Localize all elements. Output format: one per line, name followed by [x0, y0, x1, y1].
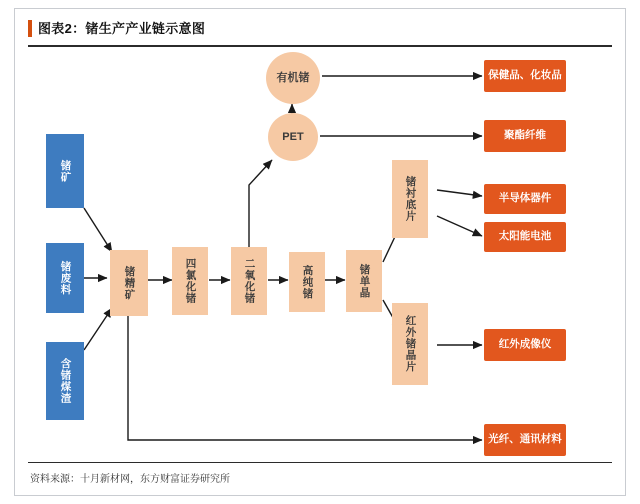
node-health-cosmetics[interactable]	[484, 60, 566, 92]
node-solar-cell[interactable]	[484, 222, 566, 252]
node-solar-cell-label: 太阳能电池	[498, 230, 552, 243]
node-scrap-label: 锗废料	[59, 260, 72, 296]
node-single-crystal[interactable]	[346, 250, 382, 312]
figure-source: 资料来源：十月新材网，东方财富证券研究所	[30, 474, 230, 485]
node-substrate-label: 锗衬底片	[404, 176, 417, 222]
node-tetrachloride-label: 四氯化锗	[184, 258, 197, 304]
node-infrared-crystal[interactable]	[392, 303, 428, 385]
node-organic-ge[interactable]	[266, 52, 320, 104]
node-infrared-crystal-label: 红外锗晶片	[404, 315, 417, 373]
node-polyester-fiber[interactable]	[484, 120, 566, 152]
title-accent-bar	[28, 20, 32, 37]
node-infrared-imager-label: 红外成像仪	[498, 338, 552, 351]
node-dioxide-label: 二氧化锗	[243, 258, 256, 304]
node-tetrachloride[interactable]	[172, 247, 208, 315]
node-concentrate[interactable]	[110, 250, 148, 316]
node-fiber-comm-label: 光纤、通讯材料	[488, 433, 562, 446]
node-polyester-fiber-label: 聚酯纤维	[504, 129, 546, 142]
page-title: 图表2：锗生产产业链示意图	[38, 21, 206, 36]
node-semiconductor-label: 半导体器件	[498, 192, 552, 205]
node-high-purity[interactable]	[289, 252, 325, 312]
node-ore[interactable]	[46, 134, 84, 208]
footer-divider	[28, 462, 612, 463]
node-substrate[interactable]	[392, 160, 428, 238]
node-high-purity-label: 高纯锗	[301, 264, 314, 300]
node-coal-slag[interactable]	[46, 342, 84, 420]
node-dioxide[interactable]	[231, 247, 267, 315]
title-divider	[28, 45, 612, 47]
node-pet[interactable]	[268, 113, 318, 161]
node-ore-label: 锗矿	[59, 159, 72, 183]
node-concentrate-label: 锗精矿	[123, 265, 136, 301]
node-health-cosmetics-label: 保健品、化妆品	[488, 69, 562, 82]
node-coal-slag-label: 含锗煤渣	[59, 358, 72, 404]
node-semiconductor[interactable]	[484, 184, 566, 214]
node-fiber-comm[interactable]	[484, 424, 566, 456]
node-single-crystal-label: 锗单晶	[358, 263, 371, 299]
node-pet-label: PET	[282, 130, 304, 143]
figure-title-bar	[28, 18, 612, 44]
node-scrap[interactable]	[46, 243, 84, 313]
node-infrared-imager[interactable]	[484, 329, 566, 361]
node-organic-ge-label: 有机锗	[276, 71, 310, 84]
